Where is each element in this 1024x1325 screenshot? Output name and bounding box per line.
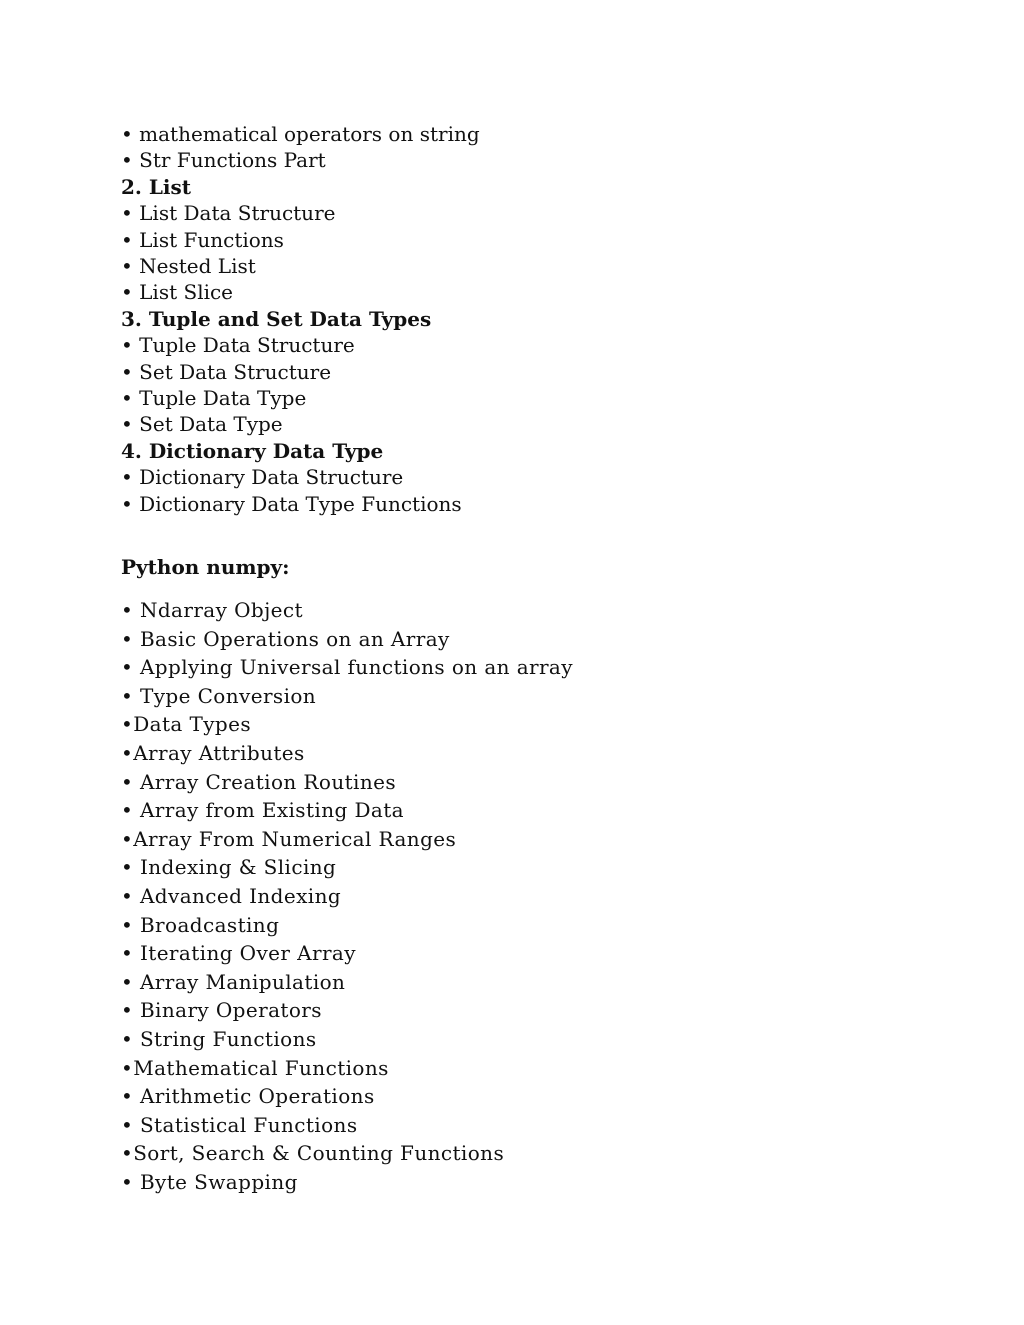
- list-item: • Dictionary Data Type Functions: [121, 491, 462, 516]
- list-item: • Type Conversion: [121, 683, 317, 708]
- list-item: • Arithmetic Operations: [121, 1084, 375, 1109]
- list-item: • Indexing & Slicing: [121, 855, 337, 880]
- list-item: • Set Data Type: [121, 412, 283, 437]
- list-item: • List Data Structure: [121, 201, 336, 226]
- list-item: • String Functions: [121, 1027, 317, 1051]
- list-item: • Broadcasting: [121, 912, 280, 937]
- list-item: • Basic Operations on an Array: [121, 626, 450, 651]
- list-item: •Data Types: [121, 712, 252, 737]
- python-datatypes-list: [121, 121, 921, 517]
- list-item: • Tuple Data Structure: [121, 333, 355, 358]
- list-item: • Str Functions Part: [121, 148, 326, 173]
- list-item: •Sort, Search & Counting Functions: [121, 1141, 505, 1166]
- list-item: • Tuple Data Type: [121, 386, 307, 411]
- section-heading: 2. List: [121, 174, 191, 199]
- list-item: • List Functions: [121, 227, 284, 252]
- list-item: •Mathematical Functions: [121, 1055, 389, 1080]
- document-page: [121, 121, 921, 1197]
- list-item: • Byte Swapping: [121, 1169, 298, 1194]
- list-item: •Array Attributes: [121, 741, 305, 766]
- numpy-topics-list: [121, 596, 921, 1196]
- list-item: • Ndarray Object: [121, 598, 303, 623]
- list-item: • Array from Existing Data: [121, 798, 404, 823]
- list-item: • Binary Operators: [121, 998, 322, 1023]
- list-item: • Array Manipulation: [121, 969, 346, 994]
- numpy-section-title: Python numpy:: [121, 555, 290, 580]
- list-item: • Nested List: [121, 254, 256, 279]
- list-item: • List Slice: [121, 280, 234, 305]
- list-item: • Dictionary Data Structure: [121, 465, 404, 490]
- section-heading: 4. Dictionary Data Type: [121, 438, 384, 463]
- list-item: • Array Creation Routines: [121, 769, 397, 794]
- section-heading: 3. Tuple and Set Data Types: [121, 306, 432, 331]
- list-item: • Applying Universal functions on an array: [121, 655, 573, 680]
- list-item: • Iterating Over Array: [121, 941, 356, 966]
- list-item: • mathematical operators on string: [121, 122, 480, 146]
- list-item: • Set Data Structure: [121, 359, 332, 384]
- list-item: • Advanced Indexing: [121, 884, 342, 909]
- list-item: •Array From Numerical Ranges: [121, 826, 457, 851]
- list-item: • Statistical Functions: [121, 1112, 358, 1137]
